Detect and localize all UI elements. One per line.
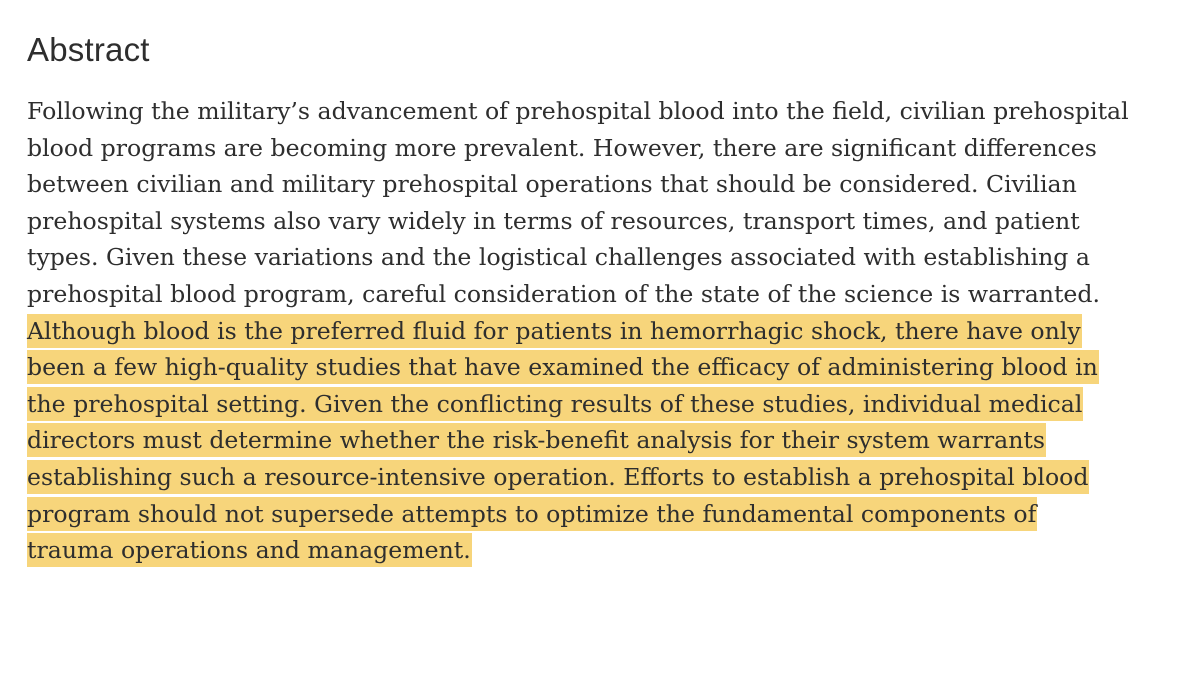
abstract-section: [27, 24, 1192, 569]
highlighted-line-7: [27, 532, 1192, 569]
highlighted-line-6: [27, 496, 1192, 533]
highlighted-line-1: [27, 313, 1192, 350]
highlighted-text: program should not supersede attempts to optimize the fundamental components of: [27, 497, 1037, 531]
abstract-line-4: prehospital systems also vary widely in terms of resources, transport times, and patient: [27, 206, 1080, 235]
highlighted-text: the prehospital setting. Given the conflicting results of these studies, individual medical: [27, 387, 1083, 421]
highlighted-text: directors must determine whether the risk-benefit analysis for their system warrants: [27, 423, 1046, 457]
highlighted-text: Although blood is the preferred fluid for patients in hemorrhagic shock, there have only: [27, 314, 1082, 348]
abstract-heading: Abstract: [27, 31, 150, 68]
abstract-line-1: Following the military’s advancement of prehospital blood into the field, civilian prehospital: [27, 97, 1129, 125]
highlighted-line-5: [27, 459, 1192, 496]
highlighted-text: trauma operations and management.: [27, 533, 472, 567]
highlighted-line-2: [27, 349, 1192, 386]
abstract-body: [27, 93, 1192, 569]
highlighted-text: establishing such a resource-intensive operation. Efforts to establish a prehospital blood: [27, 460, 1089, 494]
abstract-line-2: blood programs are becoming more prevalent. However, there are significant differences: [27, 133, 1097, 162]
abstract-line-6: prehospital blood program, careful consideration of the state of the science is warranted.: [27, 279, 1100, 308]
highlighted-line-3: [27, 386, 1192, 423]
highlighted-text: been a few high-quality studies that have examined the efficacy of administering blood in: [27, 350, 1099, 384]
highlighted-line-4: [27, 422, 1192, 459]
abstract-line-3: between civilian and military prehospital operations that should be considered. Civilian: [27, 170, 1077, 199]
abstract-line-5: types. Given these variations and the logistical challenges associated with establishing a: [27, 243, 1090, 272]
